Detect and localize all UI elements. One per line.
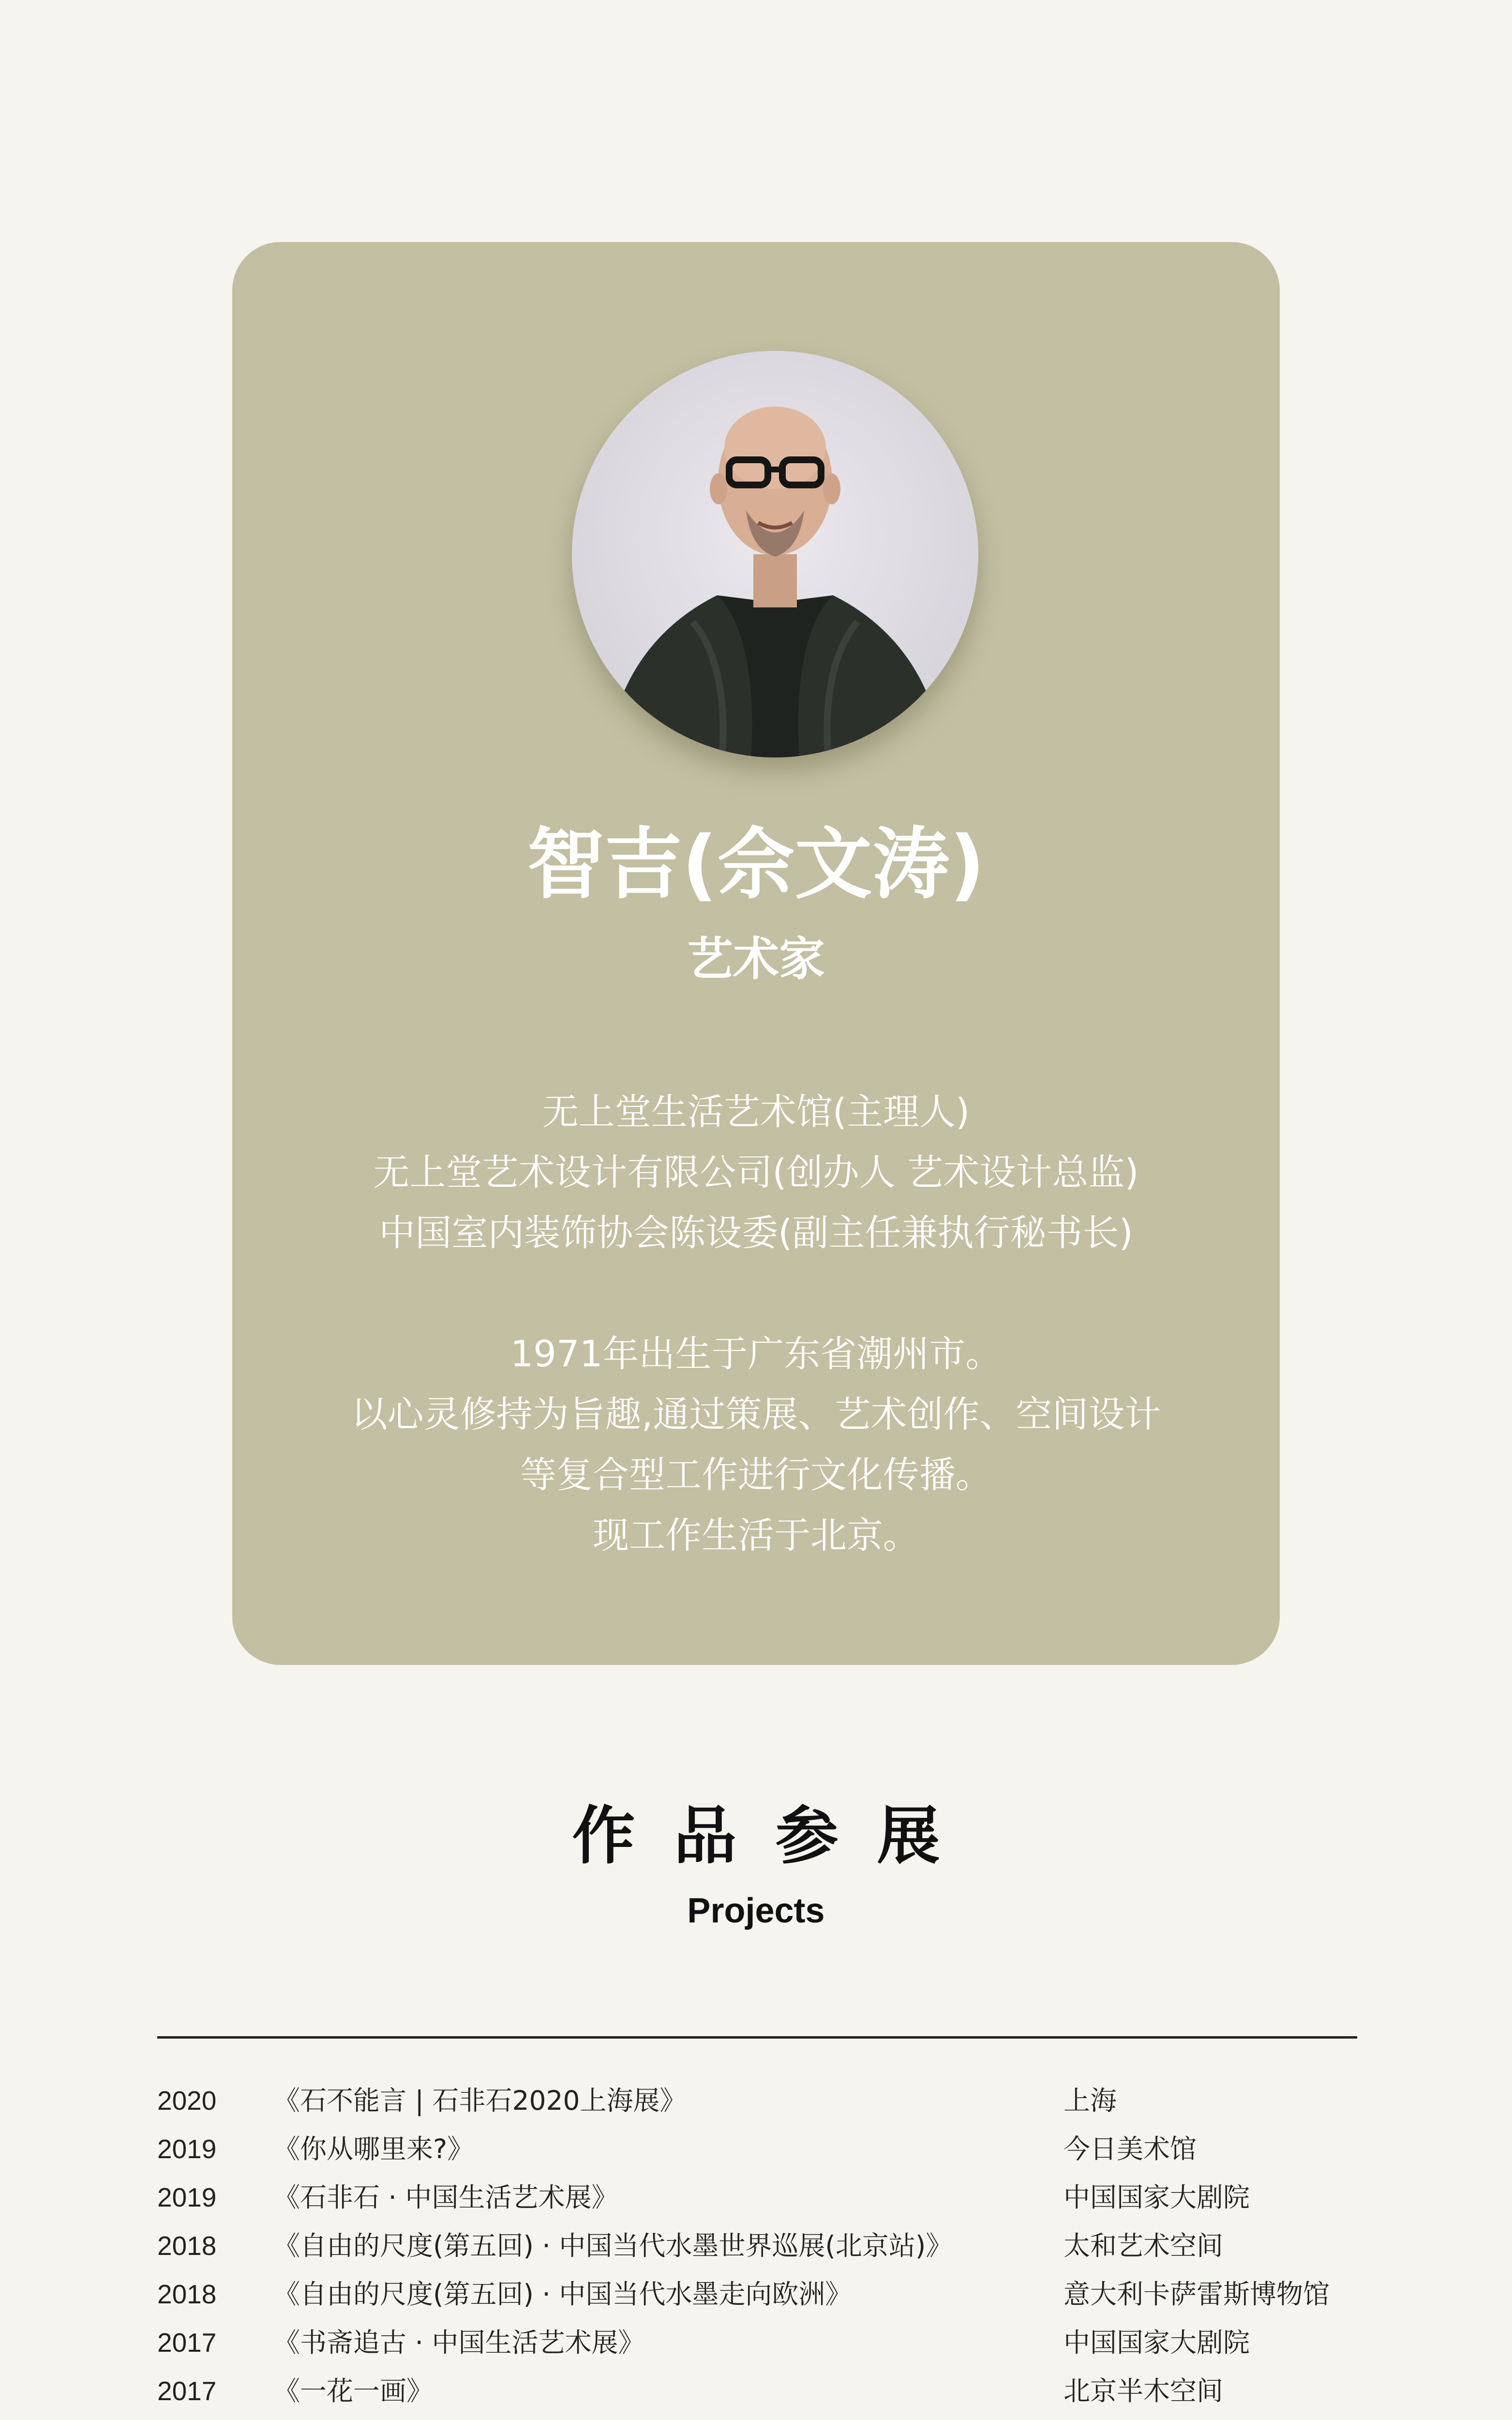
project-row — [157, 2367, 1357, 2415]
project-year: 2020 — [157, 2086, 217, 2116]
project-venue: 今日美术馆 — [1063, 2133, 1197, 2164]
bio-line: 以心灵修持为旨趣,通过策展、艺术创作、空间设计 — [351, 1393, 1161, 1436]
profile-card — [232, 242, 1280, 1665]
project-row — [157, 2222, 1357, 2270]
projects-list — [157, 2076, 1357, 2420]
project-venue — [1063, 2415, 1250, 2420]
artist-name: 智吉(佘文涛) — [527, 819, 985, 909]
project-row — [157, 2318, 1357, 2367]
project-year: 2018 — [157, 2279, 217, 2309]
title-line: 无上堂艺术设计有限公司(创办人 艺术设计总监) — [373, 1151, 1139, 1194]
project-row — [157, 2415, 1357, 2420]
project-year: 2018 — [157, 2231, 217, 2261]
project-title: 《石不能言 | 石非石2020上海展》 — [273, 2085, 687, 2116]
title-line: 无上堂生活艺术馆(主理人) — [542, 1090, 970, 1133]
portrait-photo — [572, 351, 978, 757]
project-title: 《书斋追古 · 中国生活艺术展》 — [273, 2327, 645, 2358]
project-title: 《石非石 · 中国生活艺术展》 — [273, 2182, 618, 2213]
avatar — [572, 351, 978, 757]
project-venue: 上海 — [1063, 2085, 1117, 2116]
project-year — [157, 2415, 216, 2420]
project-title: 《一花一画》 — [273, 2375, 434, 2406]
project-year: 2019 — [157, 2182, 217, 2212]
project-year: 2019 — [157, 2134, 217, 2164]
artist-bio — [232, 1324, 1280, 1566]
project-row — [157, 2270, 1357, 2318]
project-title: 《自由的尺度(第五回) · 中国当代水墨世界巡展(北京站)》 — [273, 2230, 953, 2261]
project-year: 2017 — [157, 2376, 217, 2406]
bio-line: 1971年出生于广东省潮州市。 — [510, 1332, 1002, 1375]
project-venue: 意大利卡萨雷斯博物馆 — [1063, 2279, 1330, 2310]
project-row — [157, 2173, 1357, 2222]
project-row — [157, 2076, 1357, 2125]
project-row — [157, 2125, 1357, 2173]
project-venue: 中国国家大剧院 — [1063, 2327, 1250, 2358]
project-year: 2017 — [157, 2328, 217, 2358]
title-line: 中国室内装饰协会陈设委(副主任兼执行秘书长) — [379, 1211, 1133, 1254]
bio-line: 现工作生活于北京。 — [592, 1514, 919, 1557]
divider — [157, 2036, 1357, 2039]
project-title: 《自由的尺度(第五回) · 中国当代水墨走向欧洲》 — [273, 2279, 852, 2310]
bio-line: 等复合型工作进行文化传播。 — [520, 1453, 992, 1496]
project-venue: 中国国家大剧院 — [1063, 2182, 1250, 2213]
project-venue: 太和艺术空间 — [1063, 2230, 1224, 2261]
project-title — [273, 2415, 485, 2420]
project-title: 《你从哪里来?》 — [273, 2133, 474, 2164]
projects-subheading: Projects — [687, 1891, 825, 1930]
artist-role: 艺术家 — [687, 933, 825, 986]
project-venue: 北京半木空间 — [1063, 2375, 1224, 2406]
artist-titles — [232, 1082, 1280, 1263]
projects-heading: 作品参展 — [572, 1799, 979, 1873]
